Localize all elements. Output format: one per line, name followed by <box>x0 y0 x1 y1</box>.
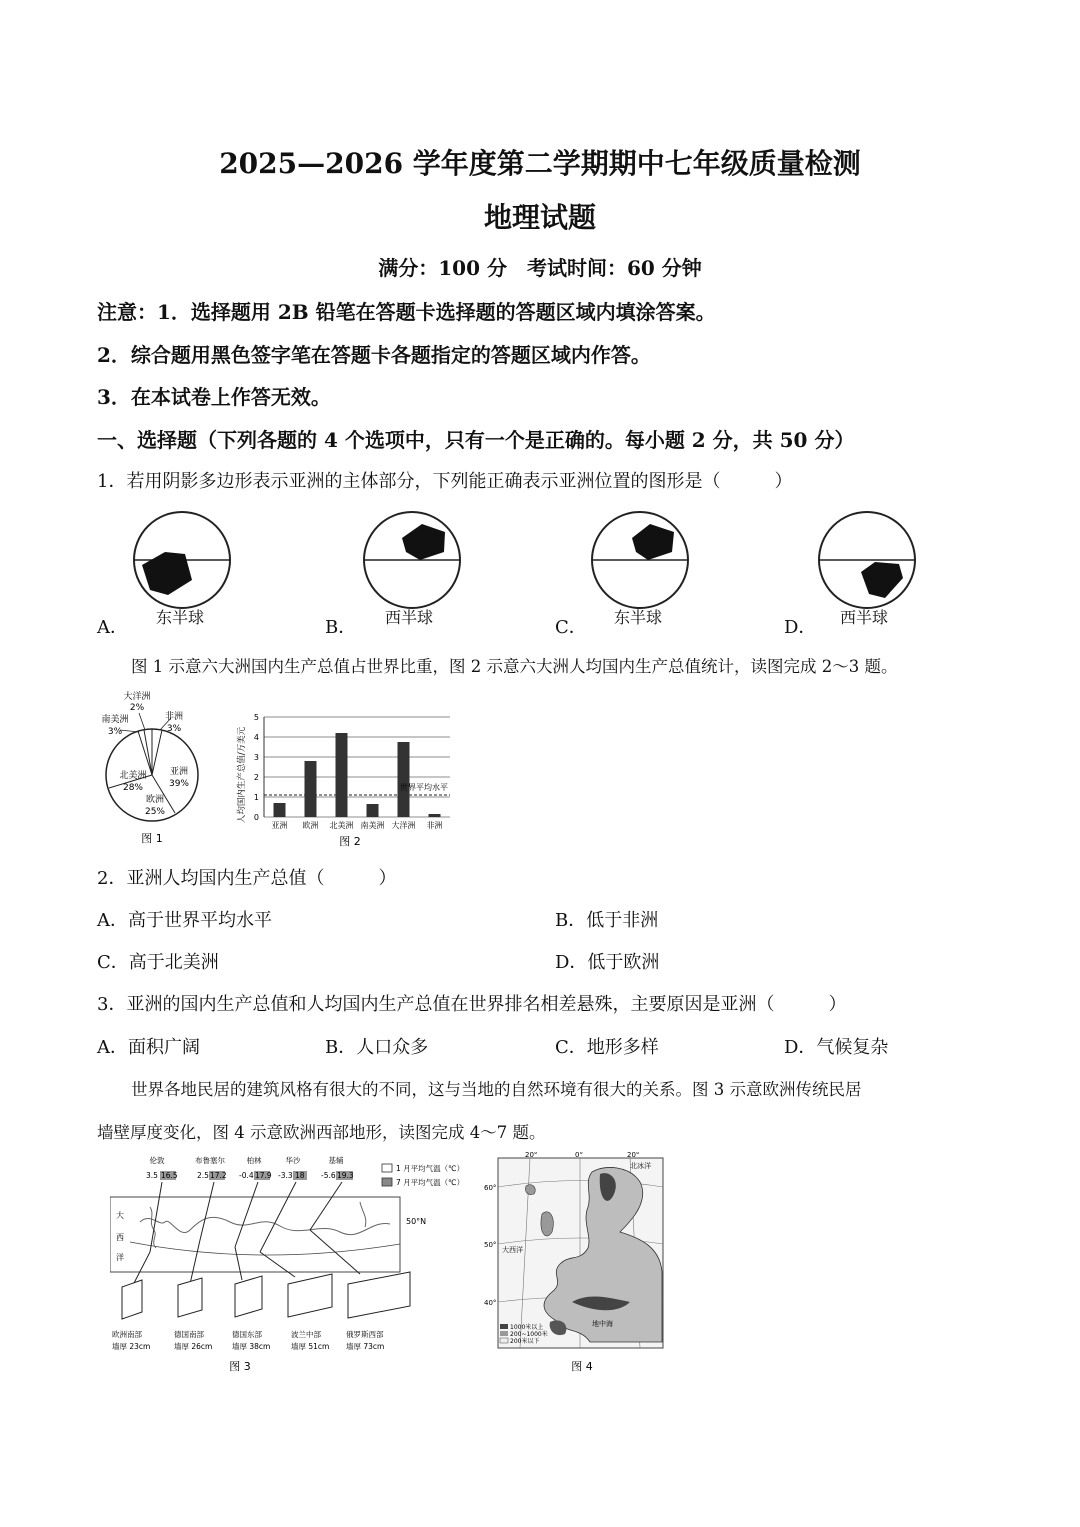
section-heading: 一、选择题（下列各题的 4 个选项中，只有一个是正确的。每小题 2 分，共 50 分） <box>97 428 855 452</box>
map-label-50n: 50°N <box>406 1217 427 1226</box>
city-london: 伦敦 <box>149 1156 165 1165</box>
map4-lat-60: 60° <box>484 1184 497 1192</box>
figure-3-wall-thickness <box>110 1152 480 1377</box>
q2-option-c: C．高于北美洲 <box>97 952 219 973</box>
bar-2 <box>336 733 348 817</box>
map-label-da: 大 <box>116 1211 124 1220</box>
pie-pct-asia: 39% <box>168 779 190 789</box>
bar-5 <box>429 814 441 817</box>
exam-meta: 满分：100 分 考试时间：60 分钟 <box>378 256 702 280</box>
q2-option-a: A．高于世界平均水平 <box>97 910 272 931</box>
question-2-stem: 2．亚洲人均国内生产总值（ ） <box>97 868 397 889</box>
temp-jan-brussels: 2.5 <box>197 1171 209 1180</box>
pie-label-europe: 欧洲 <box>145 795 165 805</box>
wall-southern-europe <box>122 1280 142 1319</box>
figure-2-caption: 图 2 <box>339 835 361 848</box>
city-berlin: 柏林 <box>246 1156 262 1165</box>
british-isles <box>541 1212 553 1236</box>
wall-region-4: 波兰中部 <box>291 1330 321 1339</box>
exam-title: 2025—2026 学年度第二学期期中七年级质量检测 <box>219 147 861 180</box>
hemisphere-label-d: 西半球 <box>840 608 889 627</box>
bar-0 <box>274 803 286 817</box>
note-2: 2．综合题用黑色签字笔在答题卡各题指定的答题区域内作答。 <box>97 343 651 367</box>
map4-lon-0: 0° <box>575 1152 583 1159</box>
subject-title: 地理试题 <box>483 201 596 234</box>
wall-eastern-germany <box>235 1276 262 1317</box>
figure-1-caption: 图 1 <box>141 832 163 845</box>
globe-option-b <box>360 510 470 610</box>
map4-legend-high: 1000米以上 <box>510 1324 544 1331</box>
temp-jan-warsaw: -3.3 <box>278 1171 293 1180</box>
wall-region-2: 德国南部 <box>174 1330 204 1339</box>
temp-jan-kyiv: -5.6 <box>321 1171 336 1180</box>
hemisphere-label-c: 东半球 <box>614 608 663 627</box>
temp-jul-kyiv: 19.3 <box>337 1171 354 1180</box>
y-tick-label: 4 <box>253 733 259 742</box>
globe-option-c <box>588 510 698 610</box>
q2-option-b: B．低于非洲 <box>555 910 659 931</box>
q3-option-b: B．人口众多 <box>325 1037 429 1058</box>
pie-pct-oceania: 2% <box>129 703 145 713</box>
hemisphere-label-b: 西半球 <box>385 608 434 627</box>
question-3-stem: 3．亚洲的国内生产总值和人均国内生产总值在世界排名相差悬殊，主要原因是亚洲（ ） <box>97 994 847 1015</box>
pie-label-africa: 非洲 <box>164 712 184 722</box>
y-tick-label: 3 <box>253 753 259 762</box>
map4-legend-mid: 200~1000米 <box>510 1331 548 1338</box>
map4-lon-20e: 20° <box>627 1152 640 1159</box>
option-a-letter: A． <box>97 617 128 638</box>
q3-option-d: D．气候复杂 <box>784 1037 889 1058</box>
pie-pct-africa: 3% <box>166 724 182 734</box>
x-tick-label: 非洲 <box>426 821 443 830</box>
map4-lon-20w: 20° <box>525 1152 538 1159</box>
legend-jan: 1 月平均气温（℃） <box>396 1164 465 1173</box>
note-3: 3．在本试卷上作答无效。 <box>97 385 331 409</box>
x-tick-label: 欧洲 <box>302 821 319 830</box>
wall-thick-3: 墙厚 38cm <box>232 1342 271 1351</box>
pie-label-north-america: 北美洲 <box>119 771 147 781</box>
q3-option-a: A．面积广阔 <box>97 1037 200 1058</box>
hemisphere-label-a: 东半球 <box>156 608 205 627</box>
figure-4-europe-terrain-map <box>480 1152 670 1377</box>
asia-shape-c <box>632 524 674 560</box>
x-tick-label: 北美洲 <box>329 821 354 830</box>
figure-2-y-axis-label: 人均国内生产总值/万美元 <box>237 726 247 824</box>
y-tick-label: 1 <box>253 793 259 802</box>
intro-q4-q7-line-1: 世界各地民居的建筑风格有很大的不同，这与当地的自然环境有很大的关系。图 3 示意欧洲传统民居 <box>131 1080 862 1099</box>
pie-label-oceania: 大洋洲 <box>123 692 151 702</box>
city-warsaw: 华沙 <box>285 1156 301 1165</box>
pie-label-south-america: 南美洲 <box>101 715 129 725</box>
asia-shape-d <box>861 562 903 598</box>
wall-region-1: 欧洲南部 <box>112 1330 142 1339</box>
x-tick-label: 南美洲 <box>360 821 385 830</box>
pie-pct-south-america: 3% <box>107 727 123 737</box>
map-label-yang: 洋 <box>116 1253 124 1262</box>
legend-jul: 7 月平均气温（℃） <box>396 1178 465 1187</box>
x-tick-label: 大洋洲 <box>391 821 416 830</box>
temp-jul-berlin: 17.9 <box>255 1171 272 1180</box>
option-c-letter: C． <box>555 617 587 638</box>
map4-label-mediterranean: 地中海 <box>592 1320 613 1328</box>
bar-3 <box>367 804 379 817</box>
temp-jan-london: 3.5 <box>146 1171 158 1180</box>
question-1-stem: 1．若用阴影多边形表示亚洲的主体部分，下列能正确表示亚洲位置的图形是（ ） <box>97 471 793 492</box>
x-tick-label: 亚洲 <box>271 821 288 830</box>
temp-jul-brussels: 17.2 <box>210 1171 227 1180</box>
wall-thick-4: 墙厚 51cm <box>291 1342 330 1351</box>
figure-1-pie <box>95 688 215 850</box>
temp-jul-london: 16.5 <box>161 1171 178 1180</box>
wall-region-5: 俄罗斯西部 <box>346 1330 384 1339</box>
figure-4-caption: 图 4 <box>571 1360 593 1373</box>
wall-western-russia <box>348 1272 410 1318</box>
bar-4 <box>398 742 410 817</box>
map4-lat-40: 40° <box>484 1299 497 1307</box>
globe-option-a <box>130 510 240 610</box>
figure-2-bar-chart <box>228 705 458 850</box>
wall-region-3: 德国东部 <box>232 1330 262 1339</box>
wall-thick-1: 墙厚 23cm <box>112 1342 151 1351</box>
intro-q2-q3: 图 1 示意六大洲国内生产总值占世界比重，图 2 示意六大洲人均国内生产总值统计，读图完成 2～3 题。 <box>131 657 898 676</box>
temp-jan-berlin: -0.4 <box>239 1171 254 1180</box>
world-average-label: 世界平均水平 <box>400 783 448 792</box>
y-tick-label: 2 <box>253 773 259 782</box>
wall-thick-5: 墙厚 73cm <box>346 1342 385 1351</box>
map4-label-arctic: 北冰洋 <box>630 1162 651 1170</box>
map-label-xi: 西 <box>116 1233 124 1242</box>
map4-legend-low: 200米以下 <box>510 1338 540 1345</box>
wall-thick-2: 墙厚 26cm <box>174 1342 213 1351</box>
q2-option-d: D．低于欧洲 <box>555 952 660 973</box>
bar-1 <box>305 761 317 817</box>
y-tick-label: 0 <box>253 813 259 822</box>
option-b-letter: B． <box>325 617 357 638</box>
note-1: 注意：1．选择题用 2B 铅笔在答题卡选择题的答题区域内填涂答案。 <box>97 300 716 324</box>
globe-option-d <box>815 510 925 610</box>
asia-shape-b <box>402 524 445 560</box>
y-tick-label: 5 <box>253 713 259 722</box>
pie-pct-north-america: 28% <box>122 783 144 793</box>
option-d-letter: D． <box>784 617 817 638</box>
temp-jul-warsaw: 18 <box>295 1171 305 1180</box>
wall-central-poland <box>288 1274 332 1317</box>
wall-southern-germany <box>178 1278 202 1317</box>
asia-shape-a <box>142 552 192 595</box>
figure-3-caption: 图 3 <box>229 1360 251 1373</box>
city-brussels: 布鲁塞尔 <box>195 1156 225 1165</box>
city-kyiv: 基辅 <box>328 1156 344 1165</box>
intro-q4-q7-line-2: 墙壁厚度变化，图 4 示意欧洲西部地形，读图完成 4～7 题。 <box>97 1123 546 1142</box>
pie-pct-europe: 25% <box>144 807 166 817</box>
iceland <box>525 1185 535 1195</box>
q3-option-c: C．地形多样 <box>555 1037 659 1058</box>
pie-label-asia: 亚洲 <box>169 767 189 777</box>
map4-label-atlantic: 大西洋 <box>502 1246 523 1254</box>
map4-lat-50: 50° <box>484 1241 497 1249</box>
